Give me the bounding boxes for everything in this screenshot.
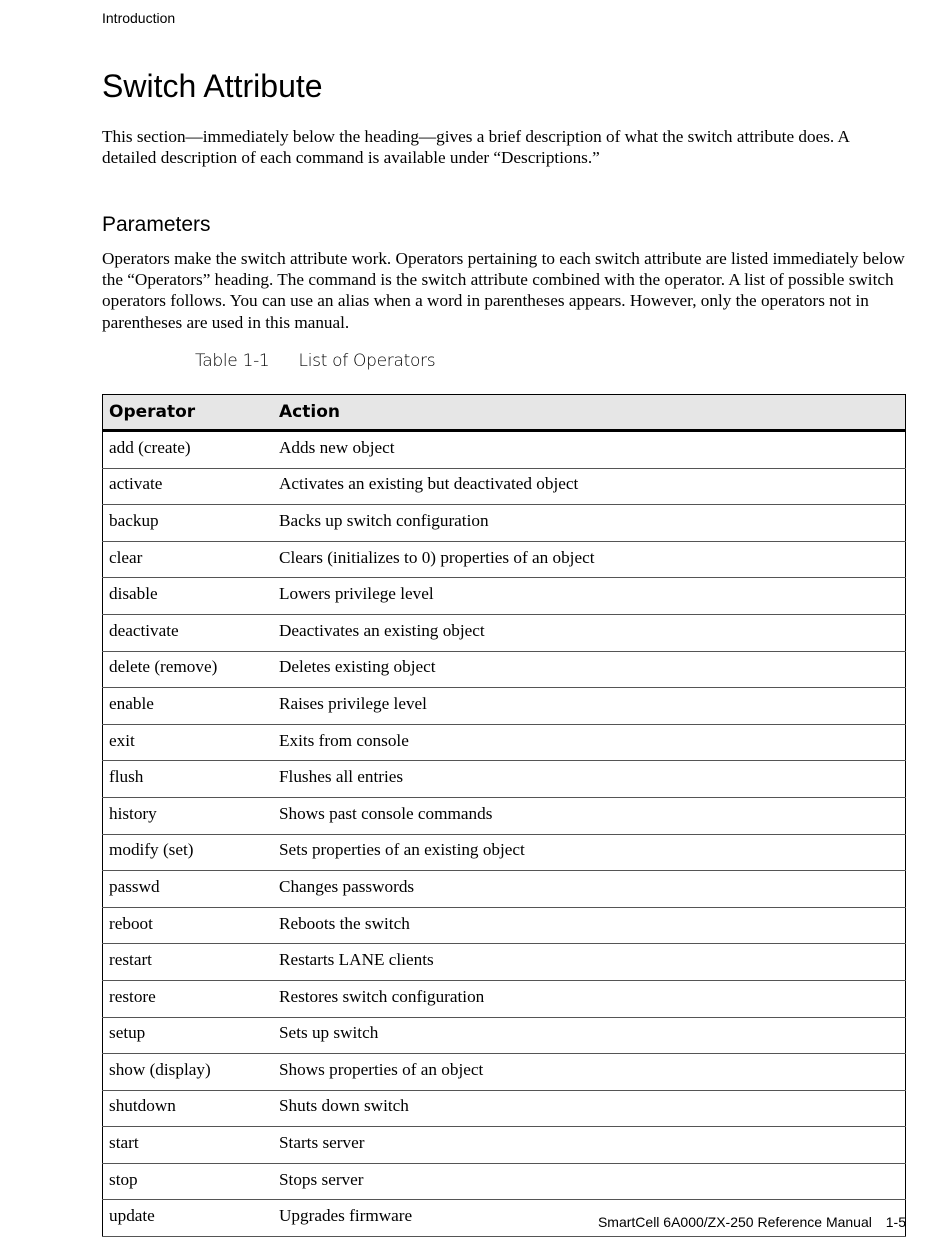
operator-cell: shutdown: [103, 1090, 274, 1127]
action-cell: Deactivates an existing object: [273, 614, 906, 651]
table-header-row: [103, 395, 906, 431]
action-cell: Sets up switch: [273, 1017, 906, 1054]
table-row: [103, 1163, 906, 1200]
action-cell: Shows past console commands: [273, 797, 906, 834]
table-caption: [195, 351, 435, 371]
parameters-paragraph: Operators make the switch attribute work. Operators pertaining to each switch attribute are listed immediately below the “Operators” heading. The command is the switch attribute combined with the operator. A list of possible switch operators follows. You can use an alias when a word in parentheses appears. However, only the operators not in parentheses are used in this manual.: [102, 249, 905, 332]
action-cell: Clears (initializes to 0) properties of an object: [273, 541, 906, 578]
operator-cell: restore: [103, 980, 274, 1017]
table-row: [103, 505, 906, 542]
intro-paragraph: This section—immediately below the heading—gives a brief description of what the switch attribute does. A detailed description of each command is available under “Descriptions.”: [102, 127, 850, 168]
table-row: [103, 761, 906, 798]
operator-cell: disable: [103, 578, 274, 615]
column-header-action: Action: [273, 395, 906, 431]
action-cell: Restarts LANE clients: [273, 944, 906, 981]
operators-table: [102, 394, 906, 1237]
table-row: [103, 431, 906, 469]
table-caption-title: List of Operators: [298, 351, 436, 371]
operator-cell: deactivate: [103, 614, 274, 651]
operator-cell: enable: [103, 688, 274, 725]
operator-cell: backup: [103, 505, 274, 542]
table-row: [103, 834, 906, 871]
action-cell: Starts server: [273, 1127, 906, 1164]
operator-cell: history: [103, 797, 274, 834]
action-cell: Shuts down switch: [273, 1090, 906, 1127]
operator-cell: flush: [103, 761, 274, 798]
parameters-heading: Parameters: [102, 213, 211, 236]
operator-cell: delete (remove): [103, 651, 274, 688]
operator-cell: update: [103, 1200, 274, 1237]
page-footer: [598, 1214, 906, 1230]
table-body: [103, 431, 906, 1237]
action-cell: Restores switch configuration: [273, 980, 906, 1017]
action-cell: Upgrades firmware: [273, 1200, 906, 1237]
table-row: [103, 980, 906, 1017]
operator-cell: passwd: [103, 871, 274, 908]
operator-cell: activate: [103, 468, 274, 505]
operator-cell: clear: [103, 541, 274, 578]
operator-cell: start: [103, 1127, 274, 1164]
operator-cell: restart: [103, 944, 274, 981]
page-number: 1-5: [885, 1214, 906, 1230]
action-cell: Changes passwords: [273, 871, 906, 908]
table-row: [103, 541, 906, 578]
table-caption-number: Table 1-1: [195, 351, 270, 371]
action-cell: Flushes all entries: [273, 761, 906, 798]
action-cell: Reboots the switch: [273, 907, 906, 944]
table-row: [103, 1054, 906, 1091]
action-cell: Lowers privilege level: [273, 578, 906, 615]
action-cell: Deletes existing object: [273, 651, 906, 688]
table-row: [103, 944, 906, 981]
table-row: [103, 651, 906, 688]
table-row: [103, 614, 906, 651]
table-row: [103, 871, 906, 908]
operator-cell: modify (set): [103, 834, 274, 871]
manual-title: SmartCell 6A000/ZX-250 Reference Manual: [597, 1214, 872, 1230]
column-header-operator: Operator: [103, 395, 274, 431]
operator-cell: stop: [103, 1163, 274, 1200]
table-row: [103, 1090, 906, 1127]
table-row: [103, 724, 906, 761]
operator-cell: show (display): [103, 1054, 274, 1091]
action-cell: Activates an existing but deactivated object: [273, 468, 906, 505]
action-cell: Sets properties of an existing object: [273, 834, 906, 871]
action-cell: Shows properties of an object: [273, 1054, 906, 1091]
operator-cell: exit: [103, 724, 274, 761]
action-cell: Backs up switch configuration: [273, 505, 906, 542]
action-cell: Exits from console: [273, 724, 906, 761]
table-row: [103, 1017, 906, 1054]
operator-cell: setup: [103, 1017, 274, 1054]
action-cell: Adds new object: [273, 431, 906, 469]
action-cell: Stops server: [273, 1163, 906, 1200]
table-row: [103, 907, 906, 944]
operator-cell: add (create): [103, 431, 274, 469]
table-row: [103, 797, 906, 834]
section-title: Switch Attribute: [102, 68, 323, 104]
table-row: [103, 1127, 906, 1164]
action-cell: Raises privilege level: [273, 688, 906, 725]
running-head: Introduction: [102, 10, 176, 26]
operator-cell: reboot: [103, 907, 274, 944]
table-row: [103, 578, 906, 615]
table-row: [103, 688, 906, 725]
table-row: [103, 468, 906, 505]
